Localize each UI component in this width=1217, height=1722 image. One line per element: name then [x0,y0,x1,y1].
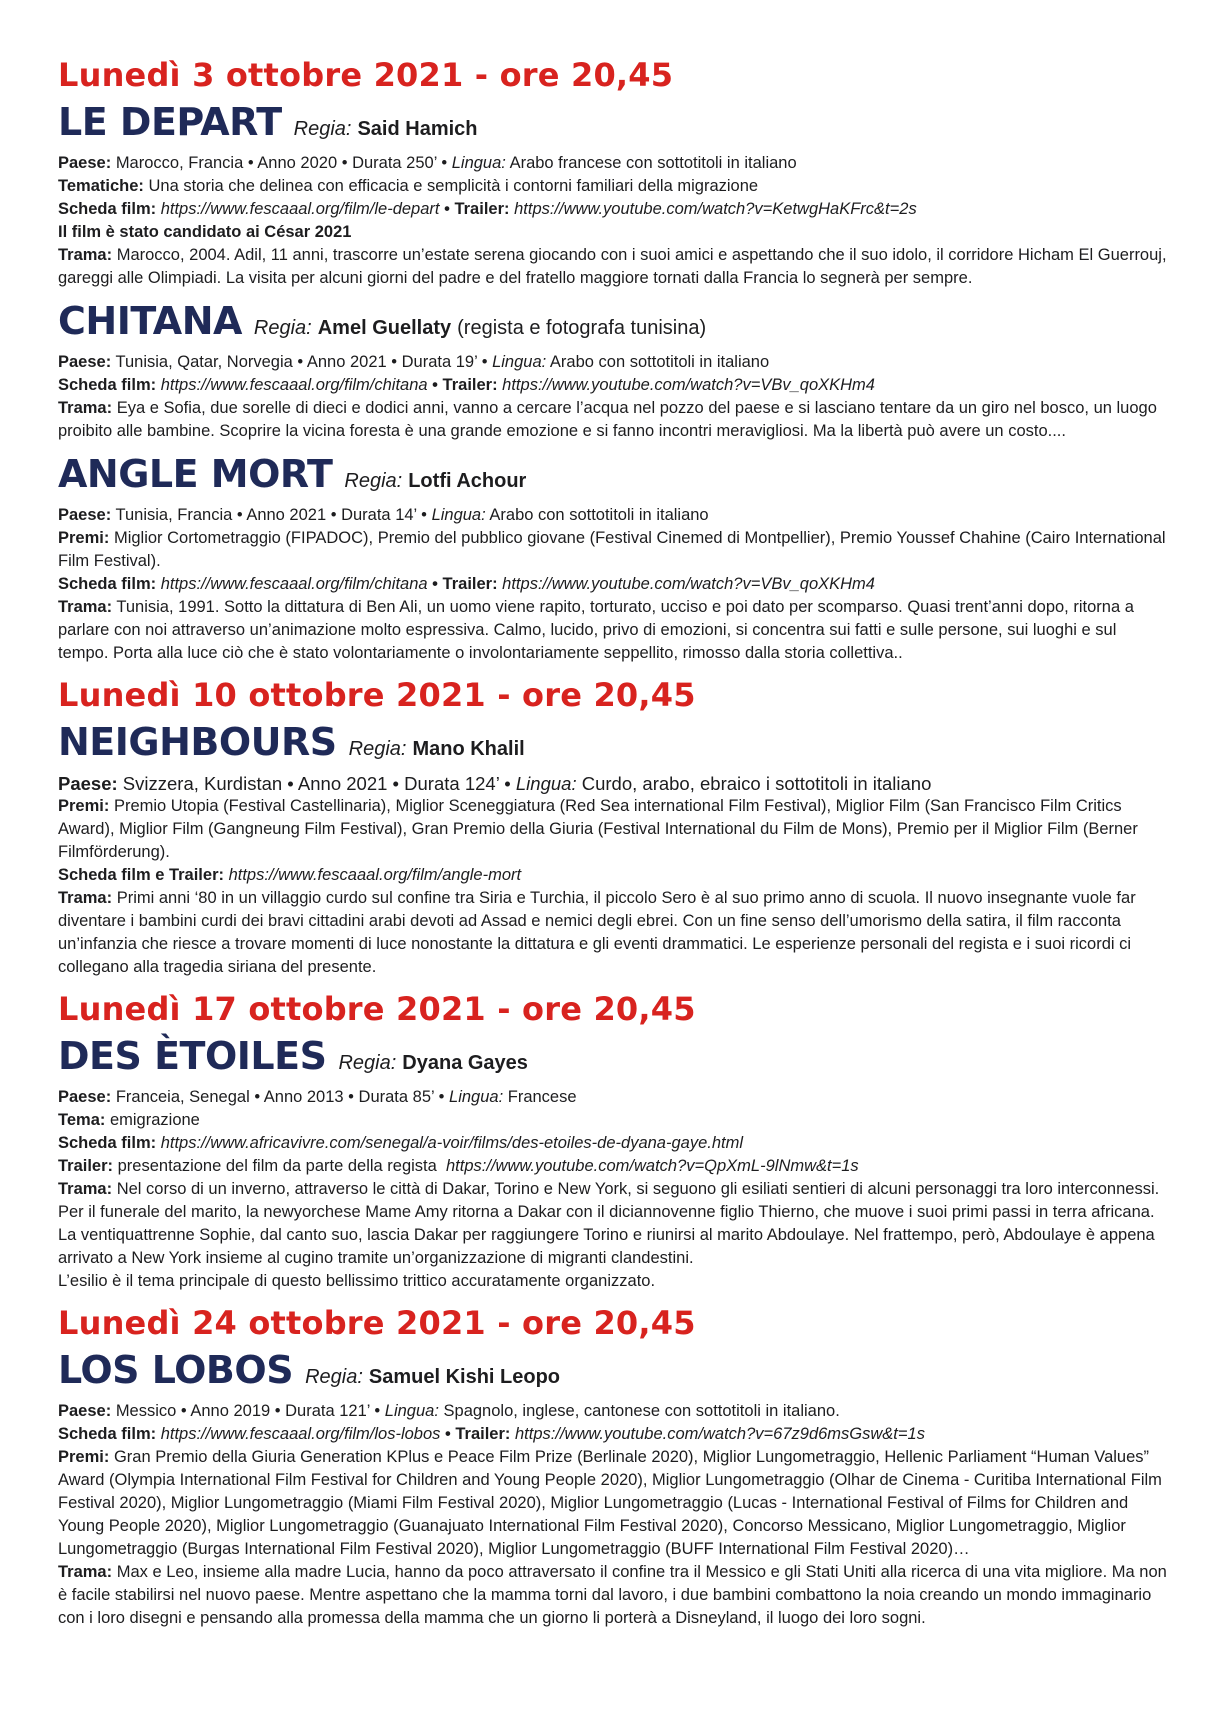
screening-date: Lunedì 10 ottobre 2021 - ore 20,45 [58,676,696,714]
trailer-link[interactable]: https://www.youtube.com/watch?v=VBv_qoXKHm4 [502,376,875,394]
trailer-link[interactable]: https://www.youtube.com/watch?v=VBv_qoXKHm4 [502,575,875,593]
links-line: Scheda film: https://www.fescaaal.org/film/chitana • Trailer: https://www.youtube.com/watch?v=VBv_qoXKHm4 [58,575,875,593]
trailer-link[interactable]: https://www.youtube.com/watch?v=67z9d6msGsw&t=1s [515,1425,925,1443]
links-line: Scheda film: https://www.fescaaal.org/film/le-depart • Trailer: https://www.youtube.com/watch?v=KetwgHaKFrc&t=2s [58,200,917,218]
screening-date: Lunedì 24 ottobre 2021 - ore 20,45 [58,1304,696,1342]
director-name: Said Hamich [357,118,478,140]
regia-label: Regia: [348,738,407,760]
film-title: DES ÈTOILES [58,1034,327,1078]
director-name: Mano Khalil [412,738,525,760]
trama-paragraph: Trama: Nel corso di un inverno, attraverso le città di Dakar, Torino e New York, si seguono gli esiliati sentieri di alcuni personaggi tra loro interconnessi. Per il funerale del marito, la newyorchese Mame Amy ritorna a Dakar con il diciannovenne figlio Thierno, che muove i suoi primi passi in terra africana. La ventiquattrenne Sophie, dal canto suo, lascia Dakar per raggiungere Torino e riunirsi al marito Abdoulaye. Nel frattempo, però, Abdoulaye è appena arrivato a New York insieme al cugino tramite un’organizzazione di migranti clandestini. [58,1180,1160,1267]
tema-line: Tema: emigrazione [58,1111,200,1129]
trama-paragraph: Trama: Primi anni ‘80 in un villaggio curdo sul confine tra Siria e Turchia, il piccolo Sero è al suo primo anno di scuola. Il nuovo insegnante vuole far diventare i bambini curdi dei bravi cittadini arabi devoti ad Assad e nemici degli ebrei. Con un fine senso dell’umorismo della satira, il film racconta un’infanzia che riesce a trovare momenti di luce nonostante la dittatura e gli eventi drammatici. Le esperienze personali del regista e i suoi ricordi ci collegano alla tragedia siriana del presente. [58,889,1136,976]
film-title: LE DEPART [58,100,282,144]
trailer-link[interactable]: https://www.youtube.com/watch?v=QpXmL-9lNmw&t=1s [446,1157,859,1175]
film-title: LOS LOBOS [58,1348,294,1392]
trama-paragraph: Trama: Marocco, 2004. Adil, 11 anni, trascorre un’estate serena giocando con i suoi amici e aspettando che il suo idolo, il corridore Hicham El Guerrouj, gareggi alle Olimpiadi. La visita per alcuni giorni del padre e del fratello maggiore tornati dalla Francia lo segnerà per sempre. [58,246,1167,287]
paese-line: Paese: Tunisia, Qatar, Norvegia • Anno 2021 • Durata 19’ • Lingua: Arabo con sottotitoli in italiano [58,353,770,371]
film-title: NEIGHBOURS [58,720,337,764]
film-heading [58,719,1168,772]
film-heading [58,451,1168,504]
regia-label: Regia: [305,1366,363,1388]
regia-label: Regia: [344,470,403,492]
film-title: CHITANA [58,299,242,343]
premi-line: Premi: Gran Premio della Giuria Generation KPlus e Peace Film Prize (Berlinale 2020), Miglior Lungometraggio, Hellenic Parliament “Human Values” Award (Olympia International Film Festival for Children and Young People 2020), Miglior Lungometraggio (Olhar de Cinema - Curitiba International Film Festival 2020), Miglior Lungometraggio (Miami Film Festival 2020), Miglior Lungometraggio (Lucas - International Festival of Films for Children and Young People 2020), Miglior Lungometraggio (Guanajuato International Film Festival 2020), Concorso Messicano, Miglior Lungometraggio, Miglior Lungometraggio (Burgas International Film Festival 2020), Miglior Lungometraggio (BUFF International Film Festival 2020)… [58,1448,1162,1558]
scheda-link[interactable]: https://www.fescaaal.org/film/los-lobos [160,1425,441,1443]
film-heading [58,298,1168,351]
film-title: ANGLE MORT [58,452,333,496]
film-heading [58,99,1168,152]
regia-label: Regia: [338,1052,397,1074]
paese-line: Paese: Svizzera, Kurdistan • Anno 2021 • Durata 124’ • Lingua: Curdo, arabo, ebraico i sottotitoli in italiano [58,773,932,794]
scheda-link[interactable]: https://www.africavivre.com/senegal/a-voir/films/des-etoiles-de-dyana-gaye.html [160,1134,744,1152]
trama-extra: L’esilio è il tema principale di questo bellissimo trittico accuratamente organizzato. [58,1272,656,1290]
film-heading [58,1033,1168,1086]
regia-label: Regia: [293,118,352,140]
tematiche-line: Tematiche: Una storia che delinea con efficacia e semplicità i contorni familiari della migrazione [58,177,759,195]
award-note: Il film è stato candidato ai César 2021 [58,223,352,241]
program-content [58,55,1168,1630]
director-name: Amel Guellaty [317,317,452,339]
regia-label: Regia: [253,317,312,339]
scheda-link[interactable]: https://www.fescaaal.org/film/chitana [160,575,428,593]
paese-line: Paese: Tunisia, Francia • Anno 2021 • Durata 14’ • Lingua: Arabo con sottotitoli in italiano [58,506,709,524]
links-line: Scheda film: https://www.fescaaal.org/film/los-lobos • Trailer: https://www.youtube.com/watch?v=67z9d6msGsw&t=1s [58,1425,925,1443]
links-line: Scheda film: https://www.fescaaal.org/film/chitana • Trailer: https://www.youtube.com/watch?v=VBv_qoXKHm4 [58,376,875,394]
trama-paragraph: Trama: Eya e Sofia, due sorelle di dieci e dodici anni, vanno a cercare l’acqua nel pozzo del paese e si lasciano tentare da un giro nel bosco, un luogo proibito alle bambine. Scoprire la vicina foresta è una grande emozione e si fanno incontri meravigliosi. Ma la libertà può avere un costo.... [58,399,1157,440]
paese-line: Paese: Messico • Anno 2019 • Durata 121’ • Lingua: Spagnolo, inglese, cantonese con sottotitoli in italiano. [58,1402,840,1420]
director-name: Samuel Kishi Leopo [368,1366,561,1388]
screening-date: Lunedì 3 ottobre 2021 - ore 20,45 [58,56,674,94]
scheda-line: Scheda film: https://www.africavivre.com/senegal/a-voir/films/des-etoiles-de-dyana-gaye.html [58,1134,744,1152]
director-name: Dyana Gayes [402,1052,528,1074]
trailer-link[interactable]: https://www.youtube.com/watch?v=KetwgHaKFrc&t=2s [514,200,917,218]
paese-line: Paese: Franceia, Senegal • Anno 2013 • Durata 85’ • Lingua: Francese [58,1088,577,1106]
trama-paragraph: Trama: Max e Leo, insieme alla madre Lucia, hanno da poco attraversato il confine tra il Messico e gli Stati Uniti alla ricerca di una vita migliore. Ma non è facile stabilirsi nel nuovo paese. Mentre aspettano che la mamma torni dal lavoro, i due bambini combattono la noia creando un mondo immaginario con i loro disegni e pensando alla promessa della mamma che un giorno li porterà a Disneyland, il luogo dei loro sogni. [58,1563,1167,1627]
scheda-link[interactable]: https://www.fescaaal.org/film/angle-mort [228,866,522,884]
scheda-link[interactable]: https://www.fescaaal.org/film/le-depart [160,200,440,218]
premi-line: Premi: Premio Utopia (Festival Castellinaria), Miglior Sceneggiatura (Red Sea international Film Festival), Miglior Film (San Francisco Film Critics Award), Miglior Film (Gangneung Film Festival), Gran Premio della Giuria (Festival International du Film de Mons), Premio per il Miglior Film (Berner Filmförderung). [58,797,1138,861]
links-line: Scheda film e Trailer: https://www.fescaaal.org/film/angle-mort [58,866,522,884]
film-heading [58,1347,1168,1400]
director-name: Lotfi Achour [408,470,527,492]
trama-paragraph: Trama: Tunisia, 1991. Sotto la dittatura di Ben Ali, un uomo viene rapito, torturato, ucciso e poi dato per scomparso. Quasi trent’anni dopo, ritorna a parlare con noi attraverso un’animazione molto espressiva. Calmo, lucido, privo di emozioni, si concentra sui fatti e sulle persone, sui luoghi e sul tempo. Porta alla luce ciò che è stato volontariamente o involontariamente seppellito, rimosso dalla storia collettiva.. [58,598,1134,662]
premi-line: Premi: Miglior Cortometraggio (FIPADOC), Premio del pubblico giovane (Festival Cinemed di Montpellier), Premio Youssef Chahine (Cairo International Film Festival). [58,529,1166,570]
director-note: (regista e fotografa tunisina) [457,317,707,339]
paese-line: Paese: Marocco, Francia • Anno 2020 • Durata 250’ • Lingua: Arabo francese con sottotitoli in italiano [58,154,797,172]
trailer-line: Trailer: presentazione del film da parte della regista https://www.youtube.com/watch?v=QpXmL-9lNmw&t=1s [58,1157,859,1175]
screening-date: Lunedì 17 ottobre 2021 - ore 20,45 [58,990,696,1028]
scheda-link[interactable]: https://www.fescaaal.org/film/chitana [160,376,428,394]
